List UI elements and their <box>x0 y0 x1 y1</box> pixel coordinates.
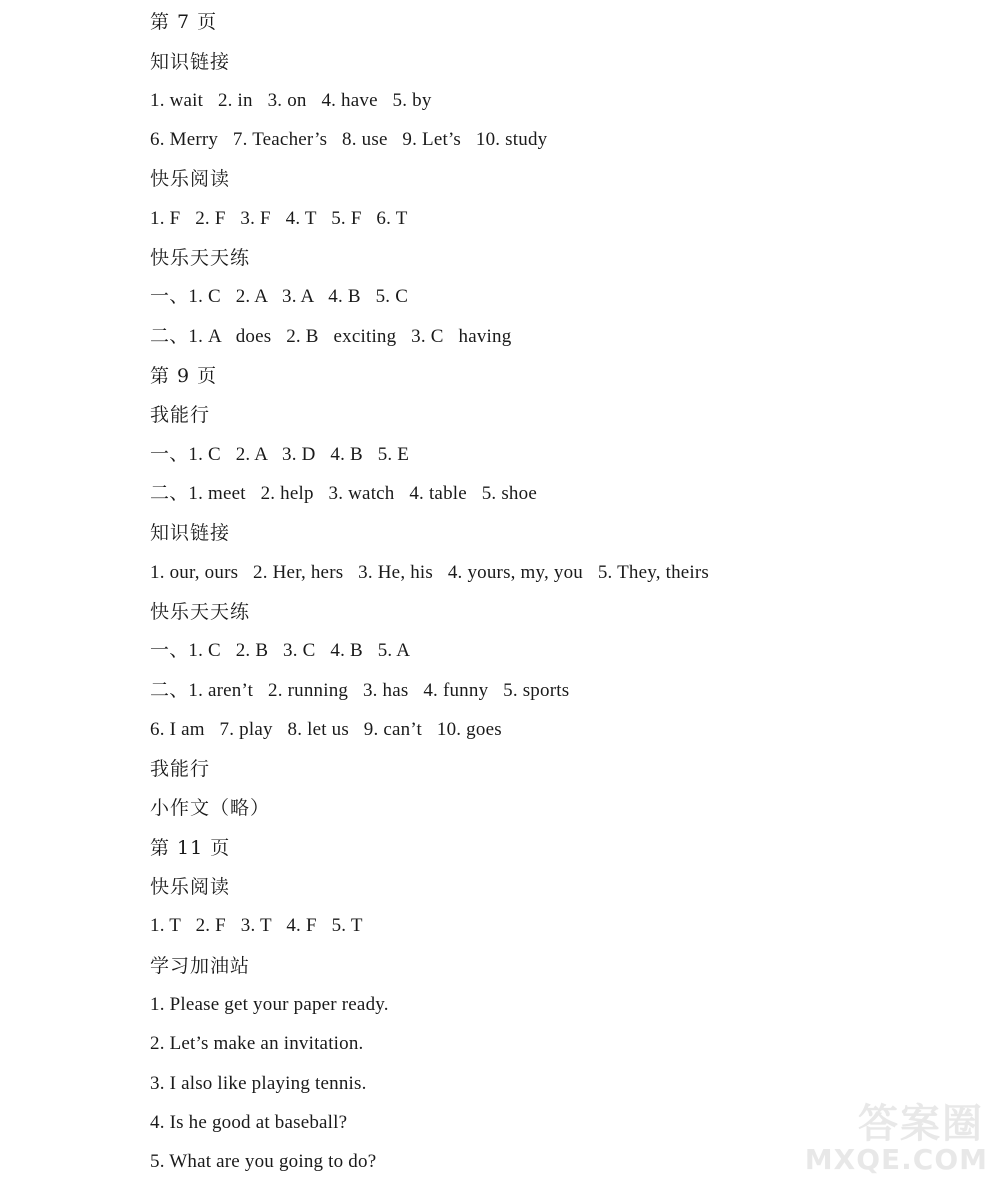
page-heading-11: 第 11 页 <box>150 837 231 859</box>
section-heading-can-do: 我能行 <box>150 404 211 426</box>
page-heading-9: 第 9 页 <box>150 365 218 387</box>
section-heading-knowledge: 知识链接 <box>150 51 231 73</box>
answer-sentence: 4. Is he good at baseball? <box>150 1112 348 1133</box>
answer-line: 一、1. C 2. A 3. A 4. B 5. C <box>150 286 409 307</box>
section-heading-can-do: 我能行 <box>150 758 211 780</box>
answer-line: 6. Merry 7. Teacher’s 8. use 9. Let’s 10. study <box>150 129 548 150</box>
site-watermark <box>804 1092 990 1176</box>
section-heading-reading: 快乐阅读 <box>150 168 231 190</box>
answer-line: 6. I am 7. play 8. let us 9. can’t 10. goes <box>150 719 502 740</box>
answer-line: 二、1. A does 2. B exciting 3. C having <box>150 326 512 347</box>
answer-sentence: 2. Let’s make an invitation. <box>150 1033 364 1054</box>
answer-line: 二、1. meet 2. help 3. watch 4. table 5. shoe <box>150 483 537 504</box>
answer-line: 1. F 2. F 3. F 4. T 5. F 6. T <box>150 208 408 229</box>
answer-line: 1. our, ours 2. Her, hers 3. He, his 4. yours, my, you 5. They, theirs <box>150 562 710 583</box>
section-heading-practice: 快乐天天练 <box>150 247 251 269</box>
watermark-domain: MXQE.COM <box>804 1143 988 1176</box>
section-heading-reading: 快乐阅读 <box>150 876 231 898</box>
answer-sentence: 3. I also like playing tennis. <box>150 1073 367 1094</box>
watermark-logo-text: 答案圈 <box>858 1101 984 1147</box>
section-heading-knowledge: 知识链接 <box>150 522 231 544</box>
answer-line: 一、1. C 2. A 3. D 4. B 5. E <box>150 444 410 465</box>
answer-sentence: 1. Please get your paper ready. <box>150 994 389 1015</box>
page-heading-7: 第 7 页 <box>150 11 218 33</box>
answer-line: 1. T 2. F 3. T 4. F 5. T <box>150 915 363 936</box>
answer-line: 1. wait 2. in 3. on 4. have 5. by <box>150 90 432 111</box>
composition-note: 小作文（略） <box>150 797 271 819</box>
answer-line: 一、1. C 2. B 3. C 4. B 5. A <box>150 640 411 661</box>
answer-line: 二、1. aren’t 2. running 3. has 4. funny 5. sports <box>150 680 570 701</box>
section-heading-practice: 快乐天天练 <box>150 601 251 623</box>
section-heading-study: 学习加油站 <box>150 955 251 977</box>
answer-sentence: 5. What are you going to do? <box>150 1151 377 1172</box>
